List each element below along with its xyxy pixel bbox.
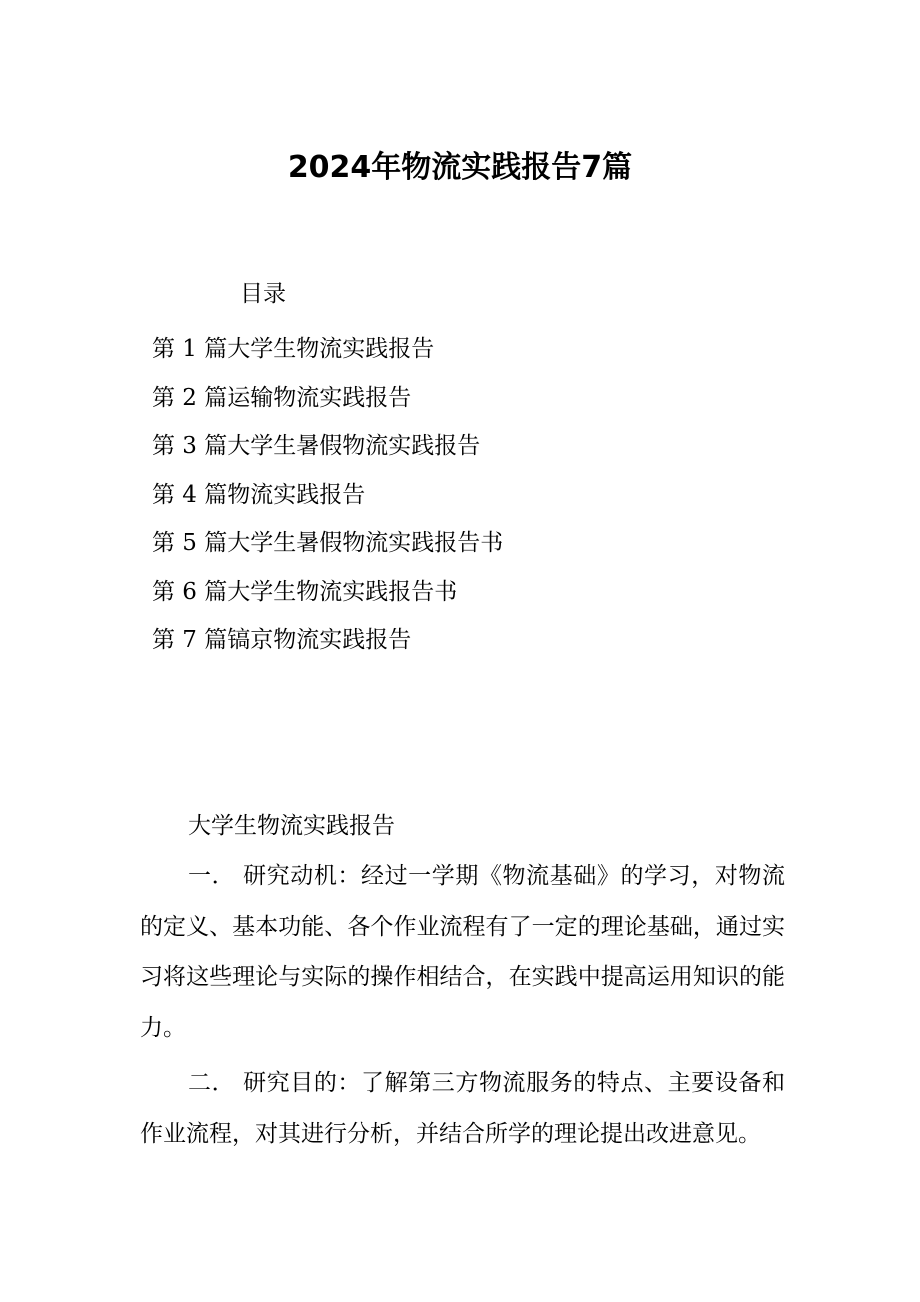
- table-of-contents: [152, 325, 503, 665]
- paragraph-research-purpose: 二． 研究目的：了解第三方物流服务的特点、主要设备和作业流程，对其进行分析，并结合所学的理论提出改进意见。: [140, 1070, 785, 1147]
- paragraph-research-motivation: 一． 研究动机：经过一学期《物流基础》的学习，对物流的定义、基本功能、各个作业流程有了一定的理论基础，通过实习将这些理论与实际的操作相结合，在实践中提高运用知识的能力。: [140, 863, 785, 1041]
- toc-item: 第 2 篇运输物流实践报告: [152, 384, 412, 411]
- report-section: [140, 806, 785, 1159]
- toc-item: 第 4 篇物流实践报告: [152, 481, 366, 508]
- toc-item: 第 1 篇大学生物流实践报告: [152, 336, 435, 362]
- toc-heading: 目录: [240, 281, 286, 307]
- toc-item: 第 7 篇镐京物流实践报告: [152, 627, 412, 653]
- toc-item: 第 3 篇大学生暑假物流实践报告: [152, 433, 481, 459]
- toc-item: 第 6 篇大学生物流实践报告书: [152, 578, 458, 605]
- toc-item: 第 5 篇大学生暑假物流实践报告书: [152, 530, 504, 556]
- document-title: 2024年物流实践报告7篇: [287, 150, 633, 185]
- section-title: 大学生物流实践报告: [188, 813, 395, 839]
